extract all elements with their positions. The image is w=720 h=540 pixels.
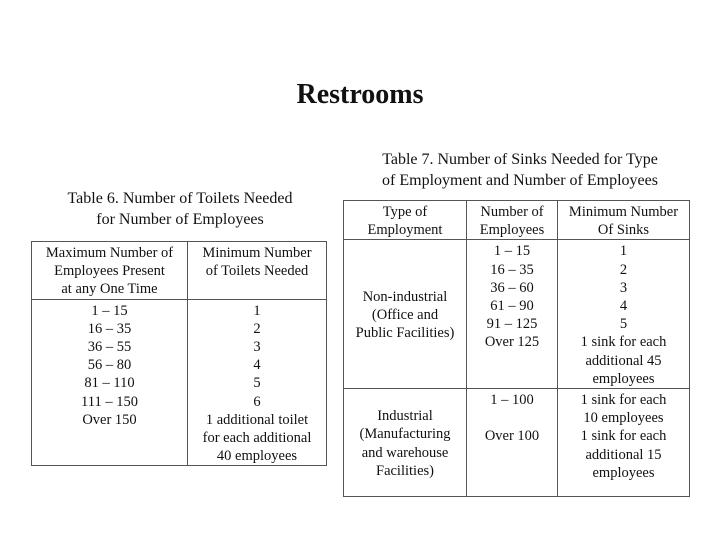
toilets-value: 2 [253,320,261,337]
header-min-toilets [188,242,327,300]
employees-cell [467,389,558,497]
table6-caption-line: Table 6. Number of Toilets Needed [67,190,293,207]
sinks-value: 1 [619,243,628,260]
header-line: Number of [480,204,544,220]
page-title: Restrooms [296,79,424,110]
sinks-value: 4 [619,298,628,315]
employment-type-line: Public Facilities) [355,325,455,342]
employment-type-cell [344,240,467,389]
employees-value: 36 – 55 [87,339,132,356]
sinks-value: 10 employees [583,410,664,427]
header-line: at any One Time [61,281,158,298]
employment-type-line: (Office and [371,307,439,324]
employees-value: 16 – 35 [87,320,132,337]
toilets-value: 1 additional toilet [205,411,309,428]
sinks-value: employees [592,464,655,481]
employees-value: 1 – 100 [490,392,534,409]
table7-caption [340,149,700,191]
toilets-value: 5 [253,375,261,392]
sinks-table [343,200,690,497]
toilets-value: 1 [253,302,261,319]
sinks-value: employees [592,370,655,387]
header-line: Maximum Number of [45,245,174,261]
table6-caption [30,188,330,230]
toilets-value: 40 employees [216,448,298,465]
toilets-value: for each additional [202,430,312,447]
toilets-value: 4 [253,357,261,374]
sinks-value: 2 [619,261,628,278]
toilets-cell [188,299,327,466]
employment-type-line: Non-industrial [362,288,448,305]
employees-value: Over 100 [484,428,540,445]
table-header-row [32,242,327,300]
table-row [344,389,690,497]
employees-value: 1 – 15 [493,243,531,260]
employees-value: 81 – 110 [84,375,135,392]
employees-value: 61 – 90 [490,298,534,315]
header-number-of-employees [467,201,558,240]
header-line: Employment [367,222,443,239]
table6-caption-line: for Number of Employees [96,211,264,228]
sinks-value: 3 [619,279,628,296]
header-max-employees [32,242,188,300]
toilets-value: 6 [253,393,261,410]
employees-value: Over 150 [82,411,137,428]
employment-type-line: Facilities) [376,462,434,479]
table-row [32,299,327,466]
sinks-value: additional 45 [585,352,662,369]
header-line: Employees [479,222,545,239]
employees-value: 16 – 35 [490,261,534,278]
header-min-sinks [558,201,690,240]
employees-value: 111 – 150 [81,393,138,410]
employees-cell [32,299,188,466]
spacer [469,409,555,427]
employees-value: 56 – 80 [87,357,132,374]
header-line: Of Sinks [597,222,650,239]
employees-value: 1 – 15 [91,302,128,319]
employment-type-line: (Manufacturing [359,426,451,443]
table-header-row [344,201,690,240]
sinks-value: 1 sink for each [580,334,667,351]
employees-value: Over 125 [484,334,540,351]
sinks-cell [558,240,690,389]
sinks-value: additional 15 [585,446,662,463]
header-line: Minimum Number [568,204,679,220]
header-type-of-employment [344,201,467,240]
table7-caption-line: of Employment and Number of Employees [382,172,658,189]
table7-caption-line: Table 7. Number of Sinks Needed for Type [382,151,658,168]
employees-cell [467,240,558,389]
header-line: of Toilets Needed [205,263,309,280]
header-line: Minimum Number [202,245,312,261]
sinks-value: 1 sink for each [580,392,667,409]
employees-value: 36 – 60 [490,279,534,296]
employment-type-line: and warehouse [361,444,449,461]
employment-type-cell [344,389,467,497]
header-line: Type of [382,204,428,220]
table-row [344,240,690,389]
sinks-cell [558,389,690,497]
employees-value: 91 – 125 [486,316,538,333]
toilets-value: 3 [253,339,261,356]
sinks-value: 1 sink for each [580,428,667,445]
sinks-value: 5 [619,316,628,333]
header-line: Employees Present [54,263,165,280]
toilets-table [31,241,327,466]
employment-type-line: Industrial [377,408,433,425]
